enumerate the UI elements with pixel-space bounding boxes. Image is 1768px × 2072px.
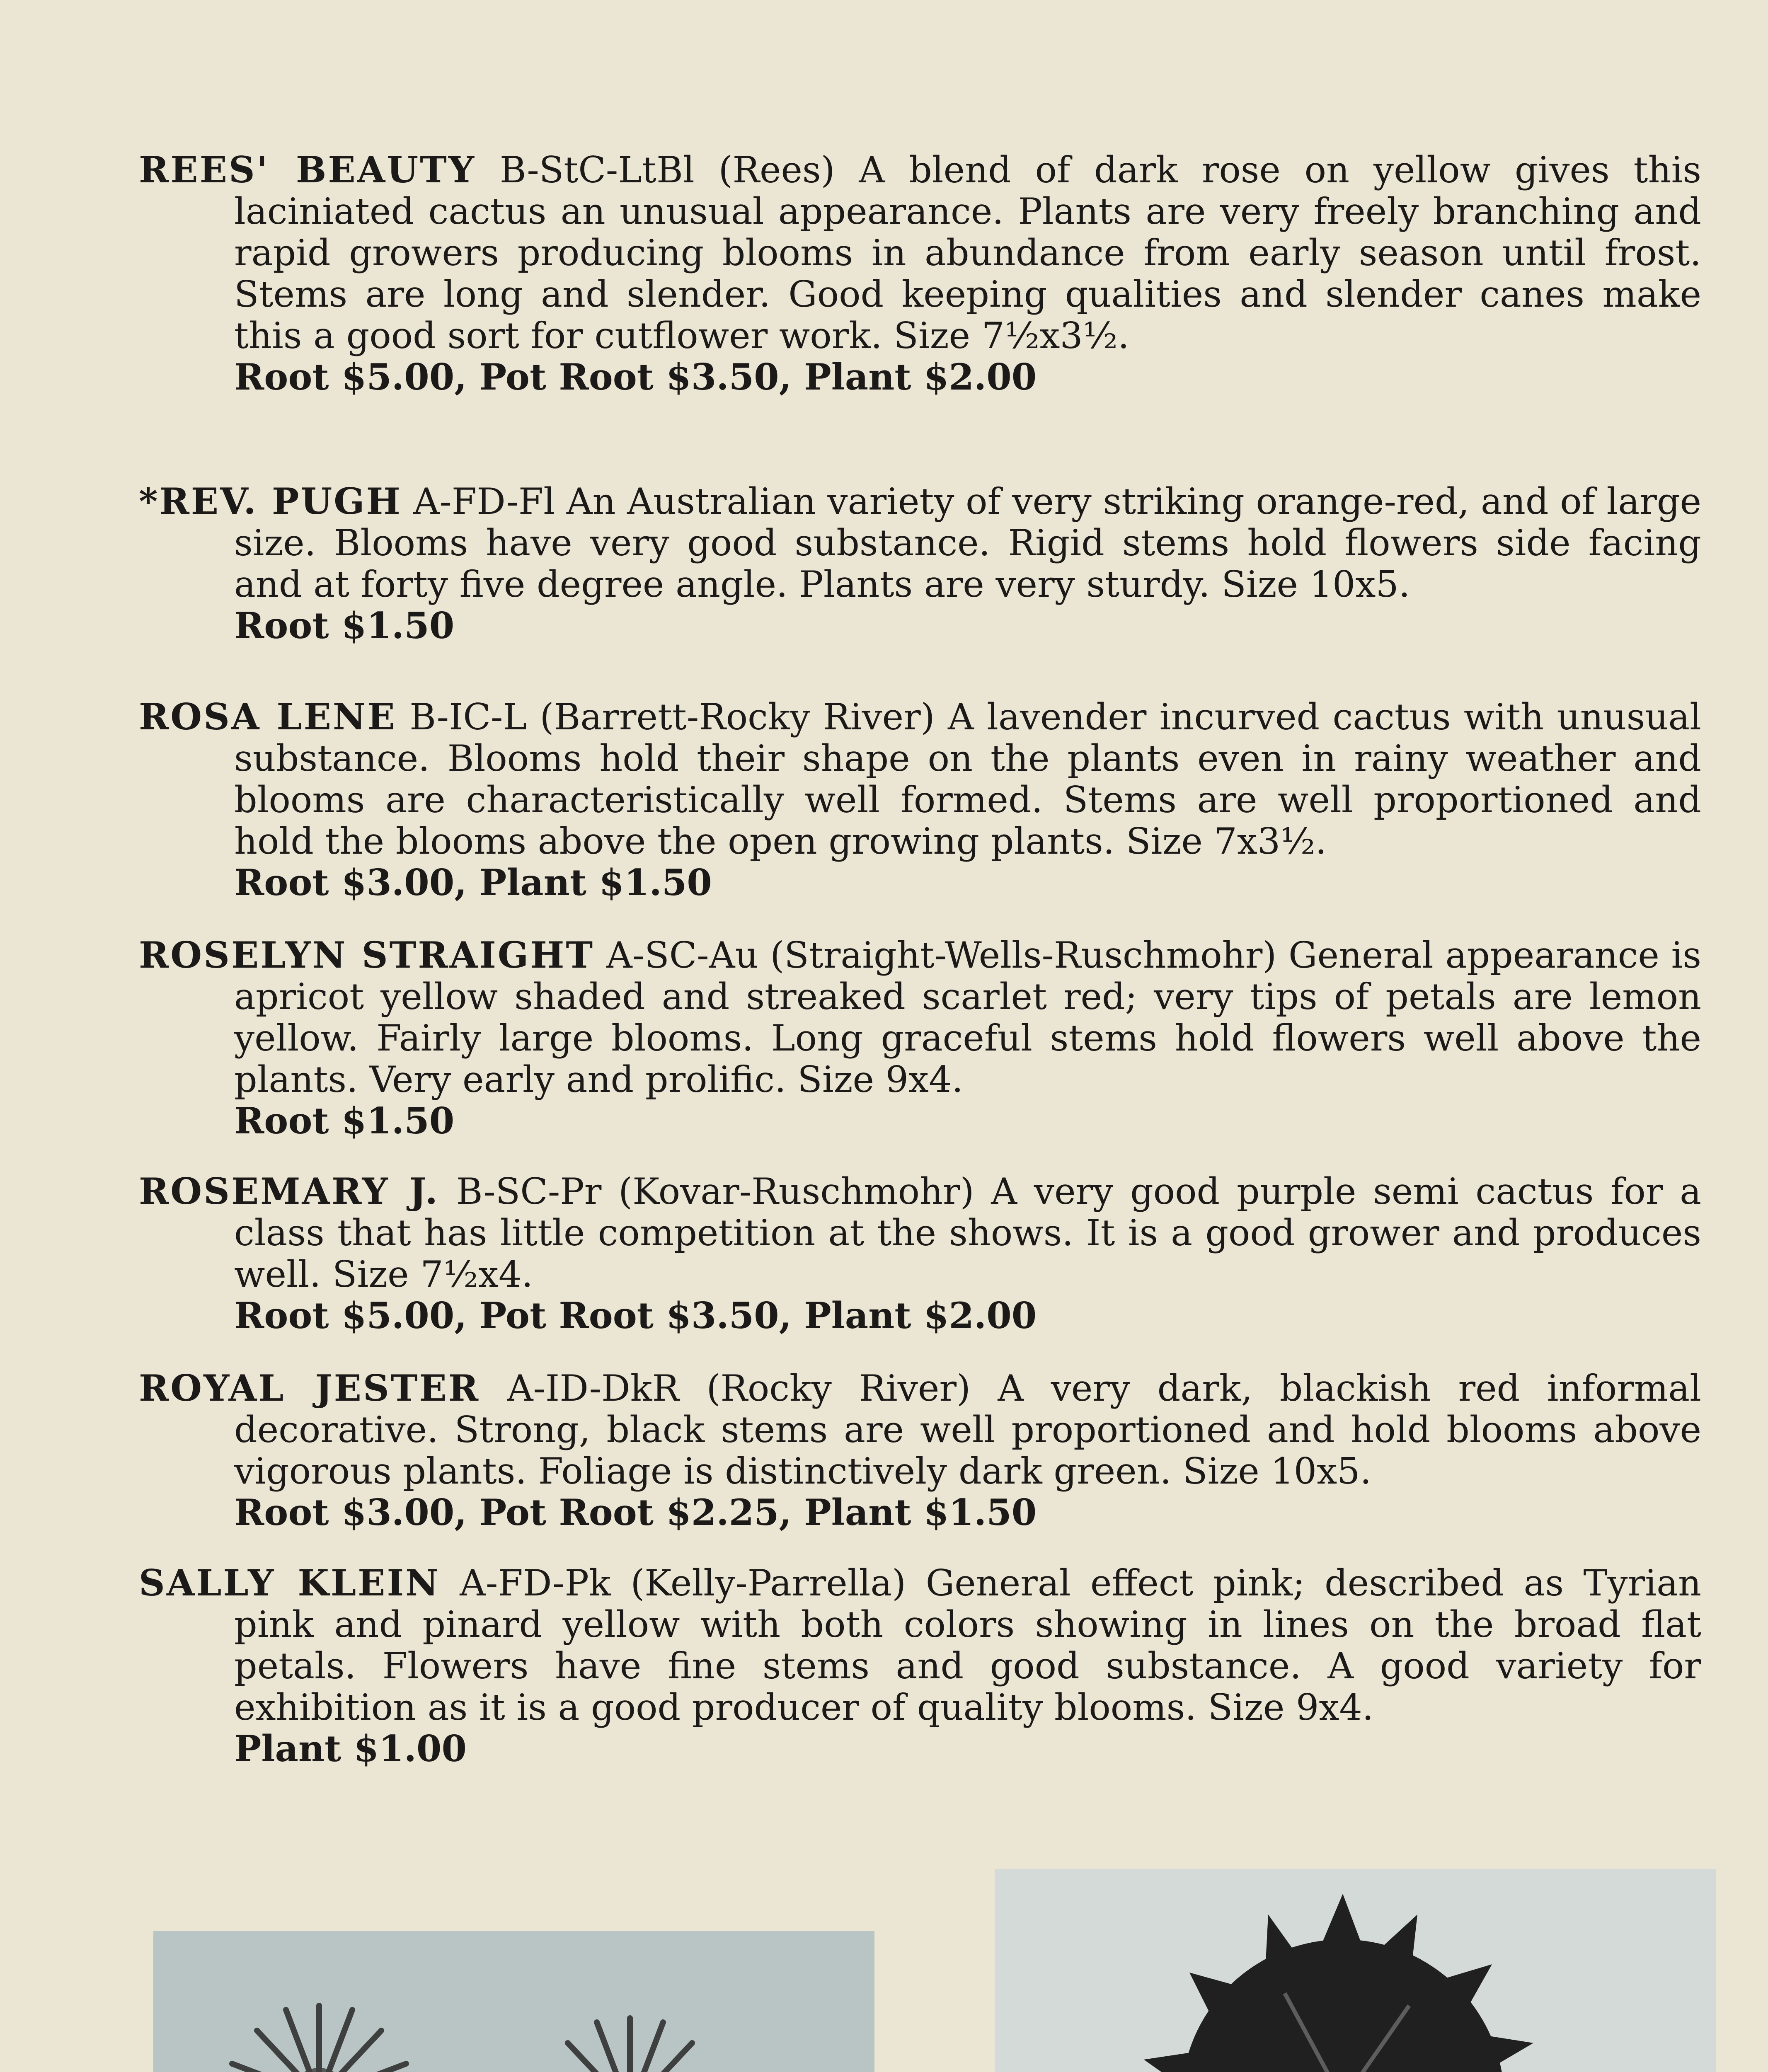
entry-rosa-lene xyxy=(139,696,1701,903)
entry-price: Plant $1.00 xyxy=(234,1727,467,1770)
entry-description: A-ID-DkR (Rocky River) A very dark, blackish red informal decorative. Strong, black stems are well proportioned and hold blooms above vigorous plants. Foliage is distinctively dark green. Size 10x5. xyxy=(234,1367,1701,1492)
entry-price: Root $1.50 xyxy=(234,1099,455,1142)
entry-description: A-FD-Fl An Australian variety of very striking orange-red, and of large size. Blooms have very good substance. Rigid stems hold flowers side facing and at forty five degree angle. Plants are very sturdy. Size 10x5. xyxy=(234,480,1701,605)
entry-sally-klein xyxy=(139,1562,1701,1769)
entry-rees-beauty xyxy=(139,149,1701,398)
entry-rosemary-j xyxy=(139,1171,1701,1336)
entry-name: ROYAL JESTER xyxy=(139,1367,480,1409)
entry-name: REES' BEAUTY xyxy=(139,148,476,191)
entry-price: Root $1.50 xyxy=(234,604,455,647)
entry-description: B-StC-LtBl (Rees) A blend of dark rose on yellow gives this laciniated cactus an unusual appearance. Plants are very freely branching and rapid growers producing blooms in abundance from early season until frost. Stems are long and slender. Good keeping qualities and slender canes make this a good sort for cutflower work. Size 7½x3½. xyxy=(234,149,1701,357)
entry-description: A-FD-Pk (Kelly-Parrella) General effect pink; described as Tyrian pink and pinard yellow with both colors showing in lines on the broad flat petals. Flowers have fine stems and good substance. A good variety for exhibition as it is a good producer of quality blooms. Size 9x4. xyxy=(234,1562,1701,1728)
entry-description: B-SC-Pr (Kovar-Ruschmohr) A very good purple semi cactus for a class that has little competition at the shows. It is a good grower and produces well. Size 7½x4. xyxy=(234,1170,1702,1295)
entry-name: ROSEMARY J. xyxy=(139,1170,439,1213)
entry-name: ROSA LENE xyxy=(139,695,397,738)
entry-description: B-IC-L (Barrett-Rocky River) A lavender incurved cactus with unusual substance. Blooms hold their shape on the plants even in rainy weather and blooms are characteristically well formed. Stems are well proportioned and hold the blooms above the open growing plants. Size 7x3½. xyxy=(234,696,1702,862)
rosa-lene-photo xyxy=(153,1931,874,2072)
entry-name: ROSELYN STRAIGHT xyxy=(139,934,595,976)
entry-price: Root $3.00, Pot Root $2.25, Plant $1.50 xyxy=(234,1491,1037,1534)
entry-price: Root $3.00, Plant $1.50 xyxy=(234,861,712,904)
entry-name: *REV. PUGH xyxy=(139,480,402,523)
entry-roselyn-straight xyxy=(139,934,1701,1142)
royal-jester-photo xyxy=(995,1869,1716,2072)
dahlia-cactus-illustration xyxy=(153,1931,874,2072)
entry-price: Root $5.00, Pot Root $3.50, Plant $2.00 xyxy=(234,1294,1037,1337)
entry-name: SALLY KLEIN xyxy=(139,1561,440,1604)
entry-rev-pugh xyxy=(139,481,1701,646)
dahlia-decorative-illustration xyxy=(995,1869,1716,2072)
entry-price: Root $5.00, Pot Root $3.50, Plant $2.00 xyxy=(234,356,1037,398)
entry-description: A-SC-Au (Straight-Wells-Ruschmohr) General appearance is apricot yellow shaded and streaked scarlet red; very tips of petals are lemon yellow. Fairly large blooms. Long graceful stems hold flowers well above the plants. Very early and prolific. Size 9x4. xyxy=(234,934,1702,1101)
entry-royal-jester xyxy=(139,1368,1701,1533)
